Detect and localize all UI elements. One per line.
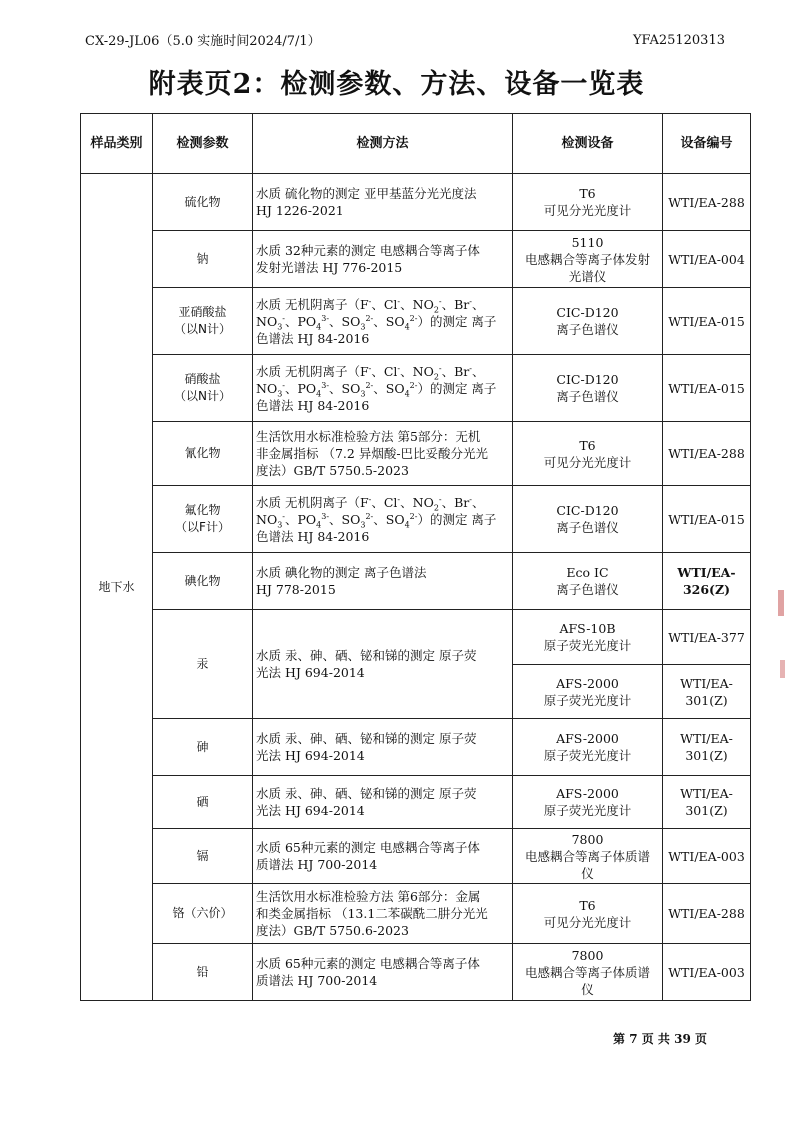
method-text: 2- — [409, 380, 418, 390]
cell-line: 7800 — [571, 831, 604, 847]
device-number-cell — [663, 884, 751, 944]
table-row — [81, 422, 751, 486]
cell-line: 可见分光光度计 — [543, 203, 632, 218]
cell-line: 原子荧光光度计 — [543, 692, 632, 708]
document-code: CX-29-JL06（5.0 实施时间2024/7/1） — [85, 34, 321, 49]
method-text: - — [438, 363, 442, 373]
table-row — [81, 610, 751, 665]
cell-line: 亚硝酸盐 — [178, 305, 227, 319]
cell-line: 离子色谱仪 — [556, 389, 619, 404]
cell-line: 原子荧光光度计 — [543, 748, 632, 763]
device-cell — [513, 944, 663, 1001]
method-cell — [253, 944, 513, 1001]
method-text: ）的测定 离子 — [417, 380, 497, 396]
anion-method-line — [256, 380, 509, 397]
cell-line: 电感耦合等离子体发射 — [524, 251, 650, 267]
device-number-cell — [663, 610, 751, 665]
method-text: 2- — [409, 313, 418, 323]
parameter-cell — [153, 719, 253, 776]
device-cell — [513, 610, 663, 665]
table-row — [81, 355, 751, 422]
cell-line: 电感耦合等离子体质谱 — [524, 848, 650, 864]
report-number: YFA25120313 — [632, 33, 725, 48]
cell-line: 硝酸盐 — [184, 372, 221, 386]
cell-line: WTI/EA-003 — [668, 848, 745, 864]
cell-line: AFS-2000 — [556, 786, 619, 801]
cell-line: 发射光谱法 HJ 776-2015 — [256, 260, 403, 275]
device-number-cell — [663, 288, 751, 355]
column-header: 检测参数 — [153, 114, 253, 174]
method-text: - — [368, 363, 372, 373]
parameter-cell — [153, 610, 253, 719]
method-text: 、PO — [284, 511, 317, 527]
method-cell — [253, 884, 513, 944]
method-text: 、Br — [441, 494, 470, 510]
cell-line: 301(Z) — [685, 803, 728, 818]
method-text: - — [438, 296, 442, 306]
cell-line: WTI/EA- — [680, 675, 733, 691]
device-number-cell — [663, 944, 751, 1001]
cell-line: 仪 — [581, 865, 594, 881]
device-number-cell — [663, 355, 751, 422]
device-number-cell — [663, 553, 751, 610]
device-number-cell — [663, 719, 751, 776]
cell-line: T6 — [579, 897, 596, 913]
cell-line: 水质 汞、砷、硒、铋和锑的测定 原子荧 — [256, 648, 477, 663]
cell-line: 原子荧光光度计 — [543, 803, 632, 818]
method-text: - — [469, 494, 472, 504]
cell-line: 可见分光光度计 — [543, 454, 632, 470]
method-cell — [253, 231, 513, 288]
method-text: 、 — [471, 296, 485, 312]
cell-line: 水质 汞、砷、硒、铋和锑的测定 原子荧 — [256, 731, 477, 746]
method-text: 4 — [404, 322, 410, 331]
cell-line: 硒 — [196, 794, 209, 809]
anion-method-line — [256, 511, 509, 528]
cell-line: 质谱法 HJ 700-2014 — [256, 857, 378, 872]
parameter-cell — [153, 486, 253, 553]
method-text: - — [469, 296, 472, 306]
parameter-cell — [153, 288, 253, 355]
device-cell — [513, 174, 663, 231]
cell-line: 色谱法 HJ 84-2016 — [256, 330, 370, 346]
cell-line: WTI/EA-015 — [668, 511, 745, 527]
cell-line: 硫化物 — [184, 194, 221, 209]
method-text: 、Cl — [371, 494, 398, 510]
cell-line: 离子色谱仪 — [556, 520, 619, 535]
method-cell — [253, 829, 513, 884]
method-cell — [253, 486, 513, 553]
method-text: 、SO — [373, 511, 405, 527]
cell-line: 可见分光光度计 — [543, 914, 632, 930]
cell-line: AFS-2000 — [556, 675, 619, 691]
method-text: 4 — [316, 389, 322, 398]
device-cell — [513, 829, 663, 884]
parameter-cell — [153, 355, 253, 422]
table-row — [81, 719, 751, 776]
cell-line: 度法）GB/T 5750.5-2023 — [256, 463, 409, 478]
method-text: 3- — [321, 511, 330, 521]
parameter-cell — [153, 884, 253, 944]
method-text: 、NO — [400, 296, 434, 312]
device-cell — [513, 231, 663, 288]
method-text: 3 — [277, 389, 283, 398]
method-text: - — [368, 494, 372, 504]
table-row — [81, 231, 751, 288]
cell-line: 镉 — [196, 848, 209, 863]
method-text: 4 — [404, 389, 410, 398]
column-header: 设备编号 — [663, 114, 751, 174]
method-text: 、PO — [284, 380, 317, 396]
cell-line: 326(Z) — [682, 582, 731, 597]
page-number: 第 7 页 共 39 页 — [613, 1032, 707, 1046]
method-text: 2 — [433, 372, 439, 381]
device-cell — [513, 553, 663, 610]
method-text: 、SO — [373, 313, 405, 329]
cell-line: 离子色谱仪 — [556, 582, 619, 597]
cell-line: 碘化物 — [184, 573, 221, 588]
cell-line: WTI/EA-003 — [668, 964, 745, 980]
cell-line: T6 — [579, 437, 596, 453]
method-text: 、Cl — [371, 363, 398, 379]
cell-line: 光谱仪 — [568, 268, 607, 284]
cell-line: 非金属指标 （7.2 异烟酸-巴比妥酸分光光 — [256, 446, 489, 461]
cell-line: 电感耦合等离子体质谱 — [524, 964, 650, 980]
method-text: - — [368, 296, 372, 306]
table-header-row — [81, 114, 751, 174]
parameter-cell — [153, 944, 253, 1001]
cell-line: 5110 — [571, 234, 604, 250]
cell-line: 生活饮用水标准检验方法 第5部分：无机 — [256, 429, 481, 444]
method-text: 、SO — [329, 511, 361, 527]
device-number-cell — [663, 422, 751, 486]
table-row — [81, 486, 751, 553]
cell-line: 光法 HJ 694-2014 — [256, 748, 365, 763]
device-number-cell — [663, 486, 751, 553]
sample-category-cell: 地下水 — [81, 174, 153, 1001]
cell-line: 氟化物 — [184, 503, 221, 517]
method-text: ）的测定 离子 — [417, 511, 497, 527]
column-header: 检测设备 — [513, 114, 663, 174]
cell-line: 仪 — [581, 981, 594, 997]
cell-line: 301(Z) — [685, 692, 728, 708]
cell-line: T6 — [579, 186, 596, 201]
column-header: 样品类别 — [81, 114, 153, 174]
method-text: 4 — [404, 520, 410, 529]
device-cell — [513, 288, 663, 355]
parameter-table — [80, 113, 751, 1001]
cell-line: AFS-2000 — [556, 731, 619, 746]
method-text: - — [397, 494, 401, 504]
method-text: 、SO — [329, 380, 361, 396]
method-text: 2- — [409, 511, 418, 521]
table-row — [81, 288, 751, 355]
method-cell — [253, 610, 513, 719]
cell-line: 钠 — [196, 251, 209, 266]
table-row — [81, 776, 751, 829]
cell-line: （以F计） — [175, 520, 230, 534]
method-cell — [253, 355, 513, 422]
table-row — [81, 884, 751, 944]
method-text: 、SO — [373, 380, 405, 396]
anion-method-line — [256, 494, 509, 511]
device-number-cell — [663, 665, 751, 719]
device-cell — [513, 422, 663, 486]
method-text: 、SO — [329, 313, 361, 329]
anion-method-line — [256, 296, 509, 313]
method-text: 3- — [321, 380, 330, 390]
cell-line: WTI/EA-288 — [668, 446, 745, 461]
method-text: 水质 无机阴离子（F — [256, 363, 369, 379]
method-text: - — [397, 296, 401, 306]
method-text: 、 — [471, 363, 485, 379]
table-row — [81, 944, 751, 1001]
method-text: - — [282, 511, 285, 521]
cell-line: WTI/EA-015 — [668, 313, 745, 329]
cell-line: CIC-D120 — [556, 372, 619, 387]
method-text: - — [469, 363, 472, 373]
edge-stamp-mark — [778, 590, 784, 616]
cell-line: 铬（六价） — [172, 906, 233, 920]
cell-line: CIC-D120 — [556, 503, 619, 518]
method-text: - — [282, 313, 285, 323]
method-text: 3- — [321, 313, 330, 323]
cell-line: 301(Z) — [685, 748, 728, 763]
cell-line: 光法 HJ 694-2014 — [256, 665, 365, 680]
device-cell — [513, 719, 663, 776]
method-cell — [253, 553, 513, 610]
cell-line: WTI/EA-377 — [668, 629, 745, 645]
device-cell — [513, 884, 663, 944]
method-text: 水质 无机阴离子（F — [256, 296, 369, 312]
cell-line: WTI/EA-288 — [668, 194, 745, 210]
method-text: ）的测定 离子 — [417, 313, 497, 329]
method-text: 2- — [365, 511, 374, 521]
method-text: 水质 无机阴离子（F — [256, 494, 369, 510]
cell-line: 汞 — [196, 656, 209, 671]
cell-line: 离子色谱仪 — [556, 322, 619, 337]
device-cell — [513, 776, 663, 829]
method-text: 2- — [365, 313, 374, 323]
method-text: 3 — [277, 322, 283, 331]
method-text: 、Br — [441, 296, 470, 312]
cell-line: WTI/EA-004 — [668, 251, 745, 267]
cell-line: 水质 碘化物的测定 离子色谱法 — [256, 565, 427, 580]
method-text: NO — [256, 313, 278, 329]
cell-line: CIC-D120 — [556, 305, 619, 320]
cell-line: 原子荧光光度计 — [543, 638, 632, 653]
method-text: 3 — [360, 520, 366, 529]
method-text: 、 — [471, 494, 485, 510]
cell-line: 质谱法 HJ 700-2014 — [256, 973, 378, 988]
cell-line: 铅 — [196, 964, 209, 979]
method-text: 3 — [360, 322, 366, 331]
device-number-cell — [663, 829, 751, 884]
page-title: 附表页2：检测参数、方法、设备一览表 — [148, 69, 645, 100]
edge-stamp-mark — [780, 660, 785, 678]
method-text: - — [397, 363, 401, 373]
method-text: NO — [256, 380, 278, 396]
anion-method-line — [256, 313, 509, 330]
cell-line: 光法 HJ 694-2014 — [256, 803, 365, 818]
parameter-cell — [153, 776, 253, 829]
cell-line: 水质 65种元素的测定 电感耦合等离子体 — [256, 956, 480, 971]
device-number-cell — [663, 776, 751, 829]
device-cell — [513, 486, 663, 553]
cell-line: 色谱法 HJ 84-2016 — [256, 528, 370, 544]
cell-line: WTI/EA- — [680, 731, 733, 746]
cell-line: 氰化物 — [184, 446, 221, 460]
cell-line: 水质 硫化物的测定 亚甲基蓝分光光度法 — [256, 186, 477, 201]
parameter-cell — [153, 422, 253, 486]
device-number-cell — [663, 231, 751, 288]
method-text: 、Br — [441, 363, 470, 379]
device-cell — [513, 355, 663, 422]
table-row — [81, 829, 751, 884]
cell-line: WTI/EA- — [677, 565, 736, 580]
method-cell — [253, 288, 513, 355]
cell-line: HJ 1226-2021 — [256, 203, 344, 218]
column-header: 检测方法 — [253, 114, 513, 174]
method-cell — [253, 174, 513, 231]
cell-line: WTI/EA-288 — [668, 906, 745, 921]
parameter-cell — [153, 231, 253, 288]
parameter-cell — [153, 829, 253, 884]
method-text: - — [282, 380, 285, 390]
cell-line: Eco IC — [566, 565, 609, 580]
cell-line: 和类金属指标 （13.1二苯碳酰二肼分光光 — [256, 906, 488, 921]
cell-line: AFS-10B — [559, 621, 616, 636]
parameter-cell — [153, 174, 253, 231]
cell-line: 7800 — [571, 947, 604, 963]
parameter-cell — [153, 553, 253, 610]
cell-line: 度法）GB/T 5750.6-2023 — [256, 923, 409, 938]
method-text: 2- — [365, 380, 374, 390]
method-cell — [253, 719, 513, 776]
table-row — [81, 174, 751, 231]
method-cell — [253, 422, 513, 486]
method-text: 3 — [277, 520, 283, 529]
cell-line: 色谱法 HJ 84-2016 — [256, 397, 370, 413]
cell-line: 砷 — [196, 739, 209, 754]
anion-method-line — [256, 363, 509, 380]
method-text: 、PO — [284, 313, 317, 329]
cell-line: HJ 778-2015 — [256, 582, 336, 597]
method-text: 4 — [316, 322, 322, 331]
cell-line: WTI/EA-015 — [668, 380, 745, 396]
cell-line: WTI/EA- — [680, 786, 733, 801]
cell-line: （以N计） — [174, 322, 231, 336]
method-cell — [253, 776, 513, 829]
cell-line: 生活饮用水标准检验方法 第6部分：金属 — [256, 889, 481, 904]
method-text: 、Cl — [371, 296, 398, 312]
method-text: 2 — [433, 305, 439, 314]
cell-line: 水质 32种元素的测定 电感耦合等离子体 — [256, 243, 480, 258]
method-text: 4 — [316, 520, 322, 529]
table-row — [81, 553, 751, 610]
method-text: 2 — [433, 503, 439, 512]
method-text: NO — [256, 511, 278, 527]
method-text: 、NO — [400, 363, 434, 379]
cell-line: （以N计） — [174, 389, 231, 403]
method-text: 、NO — [400, 494, 434, 510]
cell-line: 水质 65种元素的测定 电感耦合等离子体 — [256, 840, 480, 855]
device-number-cell — [663, 174, 751, 231]
method-text: 3 — [360, 389, 366, 398]
device-cell — [513, 665, 663, 719]
cell-line: 水质 汞、砷、硒、铋和锑的测定 原子荧 — [256, 786, 477, 801]
method-text: - — [438, 494, 442, 504]
